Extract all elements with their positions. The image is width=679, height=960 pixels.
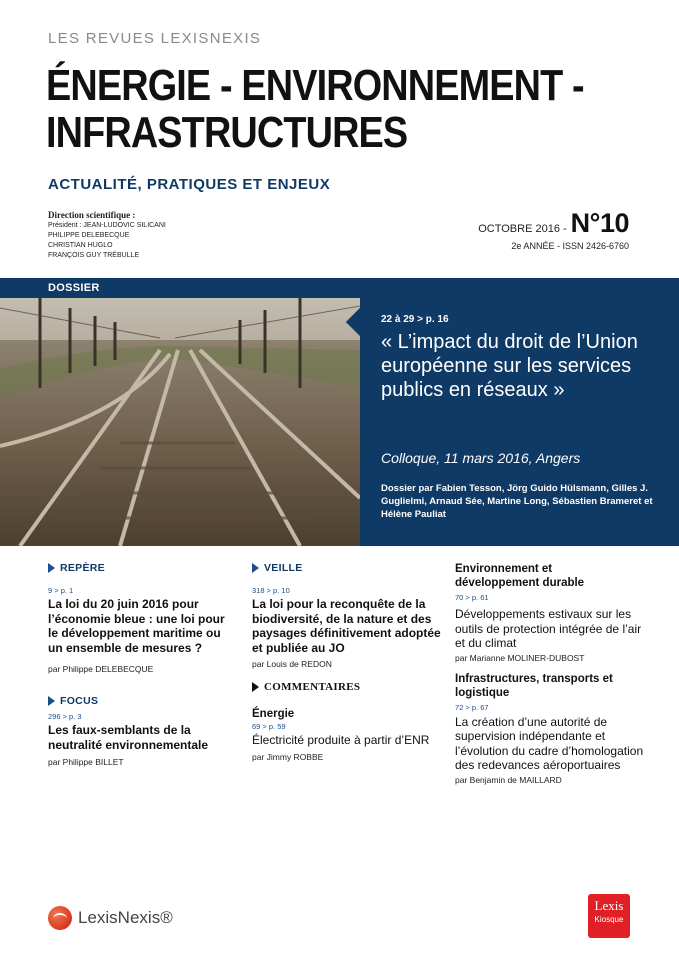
article-ref: 9 > p. 1 (48, 586, 74, 595)
article-title: Développements estivaux sur les outils de protection intégrée de l’air et du climat (455, 607, 642, 650)
article-ref: 72 > p. 67 (455, 702, 489, 712)
triangle-right-icon (48, 696, 55, 706)
kiosque-line2: Kiosque (594, 915, 624, 924)
article-author: par Louis de REDON (252, 659, 332, 669)
lexis-kiosque-badge (588, 894, 630, 938)
logo-text: LexisNexis® (78, 908, 173, 927)
direction-member: Président : JEAN-LUDOVIC SILICANI (48, 222, 166, 229)
lexisnexis-logo-icon (48, 906, 72, 930)
direction-member: FRANÇOIS GUY TRÉBULLE (48, 252, 140, 259)
article-ref: 296 > p. 3 (48, 712, 82, 721)
article-title: Électricité produite à partir d’ENR (252, 733, 430, 747)
article-ref: 69 > p. 59 (252, 722, 286, 731)
rubric-focus (48, 695, 238, 707)
dossier-ref: 22 à 29 > p. 16 (381, 314, 449, 325)
triangle-right-icon (252, 682, 259, 692)
issue-info (478, 208, 629, 251)
column-middle (252, 562, 442, 762)
rubric-veille (252, 562, 442, 574)
section-heading: Énergie (252, 708, 295, 720)
section-heading: Environnement et développement durable (455, 563, 585, 589)
article-ref: 70 > p. 61 (455, 593, 489, 602)
dossier-tag: DOSSIER (0, 278, 360, 298)
article-author: par Marianne MOLINER-DUBOST (455, 652, 585, 663)
dossier-panel (360, 278, 679, 546)
rubric-commentaires (252, 681, 442, 693)
scientific-direction (48, 209, 166, 261)
rubric-label: VEILLE (264, 562, 303, 574)
article-author: par Benjamin de MAILLARD (455, 774, 562, 785)
dossier-title: « L’impact du droit de l’Union européenne sur les services publics en réseaux » (381, 331, 638, 401)
triangle-right-icon (48, 563, 55, 573)
article-author: par Philippe BILLET (48, 757, 124, 767)
issue-meta: 2e ANNÉE - ISSN 2426-6760 (511, 241, 629, 251)
column-left (48, 562, 238, 767)
article-author: par Jimmy ROBBE (252, 751, 324, 762)
article-author: par Philippe DELEBECQUE (48, 664, 154, 674)
dossier-authors: Dossier par Fabien Tesson, Jörg Guido Hülsmann, Gilles J. Guglielmi, Arnaud Sée, Martine Long, Sébastien Brameret et Hélène Pauliat (381, 483, 653, 520)
issue-date: OCTOBRE 2016 - (478, 223, 567, 235)
article-title: La loi du 20 juin 2016 pour l’économie bleue : une loi pour le développement maritime ou un ensemble de mesures ? (48, 597, 225, 655)
journal-title-line1: ÉNERGIE - ENVIRONNEMENT - (46, 61, 584, 110)
rubric-label: REPÈRE (60, 562, 105, 574)
direction-member: CHRISTIAN HUGLO (48, 242, 113, 249)
section-heading: Infrastructures, transports et logistique (455, 672, 613, 699)
dossier-band (0, 278, 679, 546)
railway-tracks-photo (0, 278, 360, 546)
dossier-colloque: Colloque, 11 mars 2016, Angers (381, 450, 581, 466)
article-ref: 318 > p. 10 (252, 586, 290, 595)
triangle-right-icon (252, 563, 259, 573)
rubric-repere (48, 562, 238, 574)
rubric-label: COMMENTAIRES (264, 681, 361, 693)
lexisnexis-logo (48, 906, 173, 930)
article-title: La création d’une autorité de supervision indépendante et l’évolution du cadre d’homologation des redevances aéroportuaires (455, 714, 644, 772)
railway-illustration (0, 278, 360, 546)
column-right (455, 562, 645, 785)
direction-member: PHILIPPE DELEBECQUE (48, 232, 130, 239)
direction-heading: Direction scientifique : (48, 210, 136, 220)
rubric-label: FOCUS (60, 695, 99, 707)
publisher-line: LES REVUES LEXISNEXIS (48, 30, 262, 47)
journal-title-line2: INFRASTRUCTURES (46, 108, 408, 157)
issue-number: N°10 (570, 208, 629, 238)
article-title: Les faux-semblants de la neutralité environnementale (48, 723, 209, 752)
journal-subtitle: ACTUALITÉ, PRATIQUES ET ENJEUX (48, 176, 331, 193)
journal-title (46, 62, 584, 156)
kiosque-line1: Lexis (594, 898, 624, 913)
article-title: La loi pour la reconquête de la biodiversité, de la nature et des paysages définitivement adoptée et publiée au JO (252, 597, 441, 655)
